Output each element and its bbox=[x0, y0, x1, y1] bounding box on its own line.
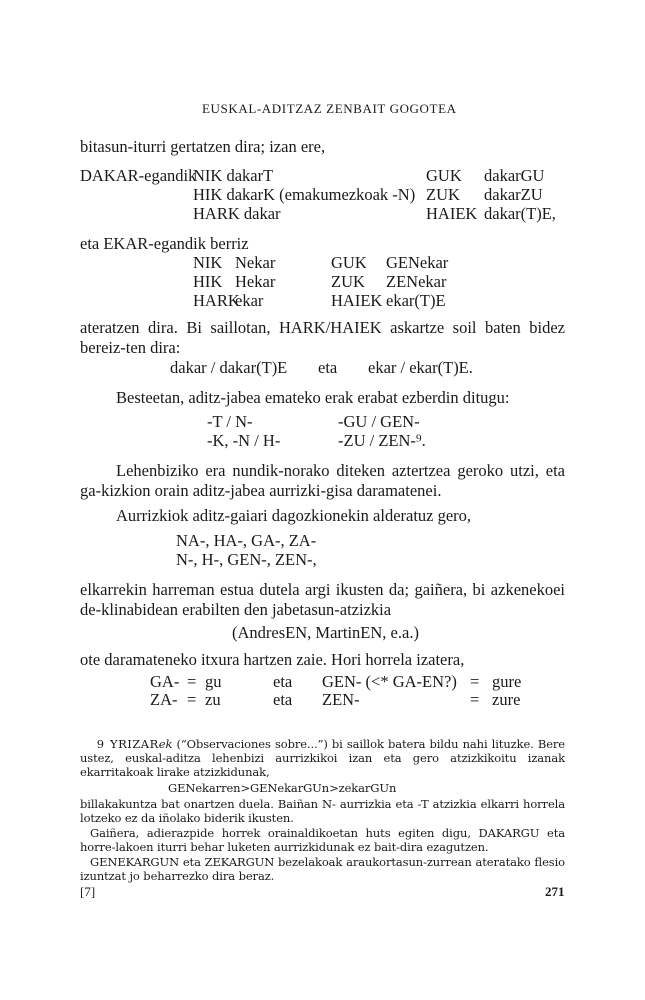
suffix-row-2-left: -K, -N / H- bbox=[207, 431, 281, 450]
footnote-para-3: GENEKARGUN eta ZEKARGUN bezelakoak araukortasun-zurrean ateratako flesio izuntzat jo beharrezko dira beraz. bbox=[80, 855, 565, 883]
footnote-9 bbox=[80, 737, 565, 779]
ekar-row-3-f1: ekar bbox=[235, 291, 264, 310]
suffix-row-1-right: -GU / GEN- bbox=[338, 412, 420, 431]
ekar-row-2-f1: Hekar bbox=[235, 272, 276, 291]
running-header: EUSKAL-ADITZAZ ZENBAIT GOGOTEA bbox=[202, 101, 457, 116]
ekar-row-2-p2: ZUK bbox=[331, 272, 365, 291]
footnote-text: (“Observaciones sobre...”) bi saillok batera bildu nahi lituzke. Bere ustez, euskal-aditza lehenbizi aurrizkikoi izan eta gero atzizkikoitu izanak ekarritakoak lirake atzizkidunak, bbox=[80, 737, 565, 779]
gen-row-1-a: GA- bbox=[150, 672, 180, 691]
gen-row-2-eq1: = bbox=[187, 690, 197, 709]
paragraph-lehenbiziko: Lehenbiziko era nundik-norako diteken aztertzea geroko utzi, eta ga-kizkion orain aditz-jabea aurrizki-gisa daramatenei. bbox=[80, 461, 565, 500]
suffix-row-1-left: -T / N- bbox=[207, 412, 253, 431]
ekar-row-3-f2: ekar(T)E bbox=[386, 291, 446, 310]
paragraph-besteetan: Besteetan, aditz-jabea emateko erak erabat ezberdin ditugu: bbox=[116, 388, 510, 407]
dakar-row-1-p2: GUK bbox=[426, 166, 462, 185]
gen-row-1-e: gure bbox=[492, 672, 522, 691]
suffix-row-2-right: -ZU / ZEN-⁹. bbox=[338, 431, 426, 450]
dakar-row-2-p2: ZUK bbox=[426, 185, 460, 204]
paragraph-ote: ote daramateneko itxura hartzen zaie. Hori horrela izatera, bbox=[80, 650, 465, 669]
gen-row-2-b: zu bbox=[205, 690, 221, 709]
dakar-row-3-p1: HARK dakar bbox=[193, 204, 281, 223]
examples-line: (AndresEN, MartinEN, e.a.) bbox=[232, 623, 419, 642]
gen-row-2-eq2: = bbox=[470, 690, 480, 709]
dakar-row-3-f2: dakar(T)E, bbox=[484, 204, 556, 223]
ekar-row-1-p2: GUK bbox=[331, 253, 367, 272]
gen-row-1-c: eta bbox=[273, 672, 293, 691]
ekar-row-3-p1: HARK bbox=[193, 291, 240, 310]
ekar-row-1-f2: GENekar bbox=[386, 253, 449, 272]
footnote-continuation: billakakuntza bat onartzen duela. Baiñan N- aurrizkia eta -T atzizkia elkarri horrela lotzeko ez da iñolako biderik ikusten. bbox=[80, 797, 565, 825]
dakar-row-1-f2: dakarGU bbox=[484, 166, 545, 185]
ekar-row-2-f2: ZENekar bbox=[386, 272, 447, 291]
intro-line: bitasun-iturri gertatzen dira; izan ere, bbox=[80, 137, 326, 156]
gen-row-1-d: GEN- (<* GA-EN?) bbox=[322, 672, 457, 691]
gen-row-2-c: eta bbox=[273, 690, 293, 709]
footnote-chain: GENekarren>GENekarGUn>zekarGUn bbox=[168, 781, 397, 795]
ekar-row-1-f1: Nekar bbox=[235, 253, 276, 272]
ekar-row-1-p1: NIK bbox=[193, 253, 223, 272]
dakar-label: DAKAR-egandik bbox=[80, 166, 197, 185]
footnote-number: 9 bbox=[96, 737, 104, 751]
dakar-eq-b: eta bbox=[318, 358, 338, 377]
dakar-row-2-p1: HIK dakarK (emakumezkoak -N) bbox=[193, 185, 416, 204]
footnote-author: YRIZAR bbox=[110, 737, 159, 751]
paragraph-ateratzen: ateratzen dira. Bi saillotan, HARK/HAIEK askartze soil baten bidez bereiz-ten dira: bbox=[80, 318, 565, 357]
footer-left: [7] bbox=[80, 884, 96, 899]
ekar-row-2-p1: HIK bbox=[193, 272, 223, 291]
footnote-author-suffix: ek bbox=[158, 737, 173, 751]
gen-row-1-eq2: = bbox=[470, 672, 480, 691]
gen-row-2-a: ZA- bbox=[150, 690, 178, 709]
gen-row-1-b: gu bbox=[205, 672, 222, 691]
gen-row-1-eq1: = bbox=[187, 672, 197, 691]
dakar-row-3-p2: HAIEK bbox=[426, 204, 478, 223]
page-number: 271 bbox=[545, 884, 565, 899]
gen-row-2-e: zure bbox=[492, 690, 521, 709]
gen-row-2-d: ZEN- bbox=[322, 690, 360, 709]
prefix-row-2: N-, H-, GEN-, ZEN-, bbox=[176, 550, 317, 569]
ekar-intro: eta EKAR-egandik berriz bbox=[80, 234, 249, 253]
prefix-row-1: NA-, HA-, GA-, ZA- bbox=[176, 531, 317, 550]
ekar-row-3-p2: HAIEK bbox=[331, 291, 383, 310]
footnote-para-2: Gaiñera, adierazpide horrek orainaldikoetan huts egiten digu, DAKARGU eta horre-lakoen iturri behar luketen aurrizkidunak ez bait-dira ezagutzen. bbox=[80, 826, 565, 854]
dakar-row-1-p1: NIK dakarT bbox=[193, 166, 274, 185]
paragraph-elkarrekin: elkarrekin harreman estua dutela argi ikusten da; gaiñera, bi azkenekoei de-klinabidean erabilten den jabetasun-atzizkia bbox=[80, 580, 565, 619]
dakar-eq-a: dakar / dakar(T)E bbox=[170, 358, 288, 377]
paragraph-aurrizkiok: Aurrizkiok aditz-gaiari dagozkionekin alderatuz gero, bbox=[116, 506, 472, 525]
dakar-eq-c: ekar / ekar(T)E. bbox=[368, 358, 473, 377]
dakar-row-2-f2: dakarZU bbox=[484, 185, 543, 204]
